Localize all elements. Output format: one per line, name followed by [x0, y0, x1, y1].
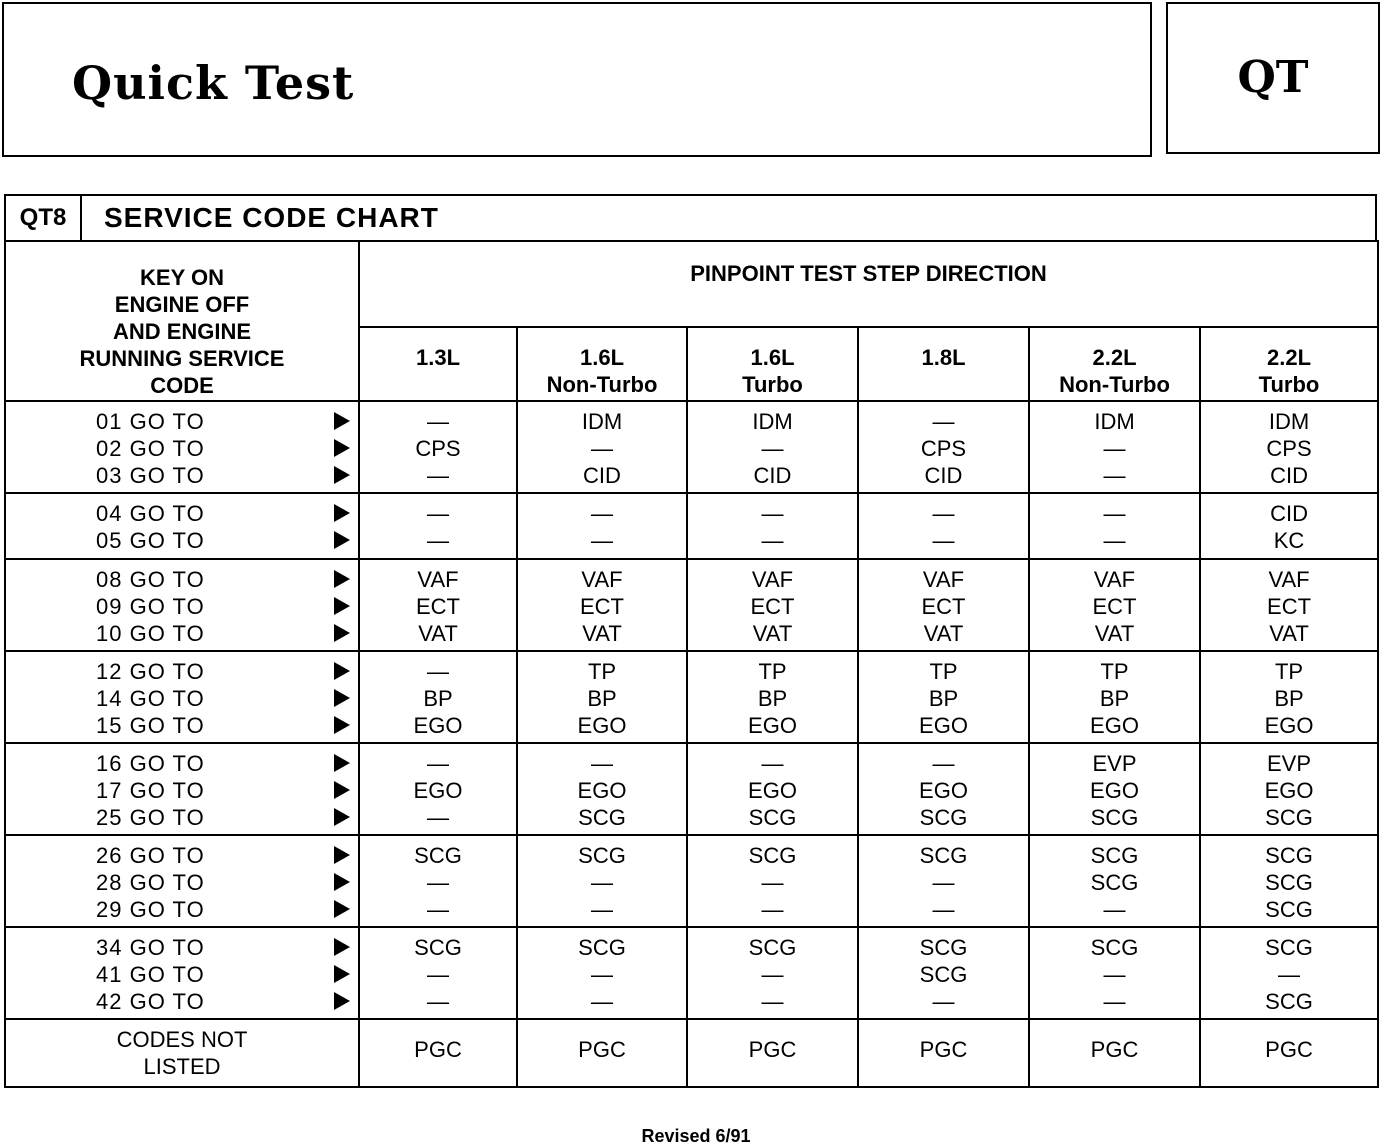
test-step-value: — — [761, 751, 784, 776]
test-step-cell — [1200, 493, 1378, 559]
test-step-value: CID — [924, 463, 963, 488]
test-step-cell — [1029, 493, 1200, 559]
test-step-value: — — [427, 409, 449, 434]
engine-label-line: 1.6L — [750, 345, 795, 370]
test-step-value: SCG — [1090, 805, 1139, 830]
test-step-cell — [517, 559, 687, 651]
engine-label-line: Turbo — [1258, 372, 1320, 397]
test-step-value: SCG — [1265, 989, 1313, 1014]
test-step-value: EGO — [577, 713, 627, 738]
test-step-value: EGO — [919, 778, 968, 803]
test-step-value: SCG — [1090, 870, 1139, 895]
test-step-value: EGO — [577, 778, 627, 803]
right-triangle-arrow-icon — [334, 439, 350, 457]
right-triangle-arrow-icon — [334, 504, 350, 522]
test-step-value: IDM — [752, 409, 793, 434]
service-code-label: 10 GO TO — [96, 621, 205, 646]
service-code-entry — [6, 462, 358, 489]
test-step-value: — — [427, 659, 449, 684]
service-code-table — [4, 240, 1379, 1088]
service-code-label: 41 GO TO — [96, 962, 205, 987]
service-code-label: 14 GO TO — [96, 686, 205, 711]
test-step-value: VAT — [582, 621, 622, 646]
service-code-entry — [6, 961, 358, 988]
code-group-row — [5, 651, 1378, 743]
test-step-cell — [858, 927, 1029, 1019]
code-group-row — [5, 401, 1378, 493]
service-code-label: 04 GO TO — [96, 501, 205, 526]
engine-label-line: 1.6L — [579, 345, 625, 370]
right-triangle-arrow-icon — [334, 412, 350, 430]
test-step-value: VAT — [752, 621, 793, 646]
chart-header — [4, 194, 1377, 242]
test-step-value: — — [761, 989, 784, 1014]
test-step-value: TP — [587, 659, 617, 684]
test-step-value: BP — [423, 686, 453, 711]
service-code-entry — [6, 712, 358, 739]
service-code-label: 08 GO TO — [96, 567, 205, 592]
service-code-label: 16 GO TO — [96, 751, 205, 776]
test-step-value: — — [427, 501, 449, 526]
service-code-entry — [6, 408, 358, 435]
test-step-value: VAT — [923, 621, 964, 646]
test-step-value: — — [932, 409, 955, 434]
key-header-line: CODE — [150, 373, 214, 398]
service-code-entry — [6, 658, 358, 685]
test-step-value: — — [427, 751, 449, 776]
code-group-row — [5, 493, 1378, 559]
test-step-value: SCG — [414, 935, 462, 960]
test-step-value: — — [427, 805, 449, 830]
test-step-cell — [359, 401, 517, 493]
test-step-value: — — [591, 501, 613, 526]
test-step-cell — [517, 493, 687, 559]
key-header-line: RUNNING SERVICE — [79, 346, 285, 371]
test-step-cell — [517, 401, 687, 493]
service-code-label: 12 GO TO — [96, 659, 205, 684]
test-step-value: — — [761, 528, 784, 553]
test-step-value: — — [591, 436, 613, 461]
test-step-value: CID — [1270, 501, 1308, 526]
test-step-value: — — [761, 962, 784, 987]
test-step-value: CPS — [415, 436, 461, 461]
codes-not-listed-cell — [5, 1019, 359, 1087]
engine-header — [517, 327, 687, 401]
engine-label-line: 2.2L — [1267, 345, 1312, 370]
test-step-cell — [517, 651, 687, 743]
test-step-value: SCG — [1265, 935, 1313, 960]
test-step-value: TP — [1100, 659, 1129, 684]
test-step-value: SCG — [1265, 805, 1313, 830]
test-step-cell — [359, 927, 517, 1019]
service-code-label: 17 GO TO — [96, 778, 205, 803]
service-code-cell — [5, 651, 359, 743]
code-group-row — [5, 835, 1378, 927]
test-step-value: EGO — [748, 713, 797, 738]
test-step-value: — — [932, 897, 955, 922]
test-step-value: EGO — [413, 778, 463, 803]
test-step-value: — — [427, 989, 449, 1014]
test-step-value: SCG — [578, 805, 626, 830]
test-step-cell — [858, 743, 1029, 835]
test-step-value: TP — [929, 659, 958, 684]
engine-header — [359, 327, 517, 401]
test-step-value: — — [427, 463, 449, 488]
test-step-value: TP — [758, 659, 787, 684]
test-step-value: CPS — [920, 436, 967, 461]
test-step-cell — [1029, 835, 1200, 927]
service-code-cell — [5, 927, 359, 1019]
service-code-entry — [6, 685, 358, 712]
right-triangle-arrow-icon — [334, 900, 350, 918]
right-triangle-arrow-icon — [334, 781, 350, 799]
service-code-label: 01 GO TO — [96, 409, 205, 434]
chart-id: QT8 — [6, 196, 82, 240]
codes-not-listed-label: CODES NOT — [116, 1027, 248, 1052]
test-step-value: — — [1278, 962, 1301, 987]
test-step-value: — — [1103, 962, 1126, 987]
test-step-value: EGO — [1264, 778, 1314, 803]
test-step-cell — [858, 493, 1029, 559]
service-code-label: 02 GO TO — [96, 436, 205, 461]
not-listed-value: PGC — [359, 1019, 517, 1087]
engine-header — [687, 327, 858, 401]
test-step-value: VAF — [1093, 567, 1136, 592]
test-step-cell — [1200, 743, 1378, 835]
test-step-cell — [1200, 835, 1378, 927]
test-step-value: ECT — [416, 594, 460, 619]
service-code-entry — [6, 934, 358, 961]
test-step-cell — [858, 835, 1029, 927]
test-step-cell — [359, 559, 517, 651]
right-triangle-arrow-icon — [334, 689, 350, 707]
test-step-value: SCG — [919, 962, 968, 987]
service-code-cell — [5, 743, 359, 835]
test-step-value: — — [761, 501, 784, 526]
page-title: Quick Test — [72, 56, 355, 110]
test-step-value: BP — [587, 686, 617, 711]
test-step-value: — — [427, 962, 449, 987]
test-step-value: VAT — [418, 621, 458, 646]
test-step-value: VAT — [1269, 621, 1309, 646]
service-code-entry — [6, 750, 358, 777]
test-step-cell — [1029, 559, 1200, 651]
test-step-value: SCG — [919, 843, 968, 868]
test-step-value: — — [1103, 501, 1126, 526]
test-step-value: — — [591, 528, 613, 553]
service-code-entry — [6, 435, 358, 462]
test-step-value: — — [427, 897, 449, 922]
test-step-value: CID — [1270, 463, 1308, 488]
engine-header — [1200, 327, 1378, 401]
test-step-cell — [517, 743, 687, 835]
test-step-value: EGO — [919, 713, 968, 738]
test-step-cell — [687, 493, 858, 559]
right-triangle-arrow-icon — [334, 754, 350, 772]
test-step-value: — — [932, 870, 955, 895]
test-step-value: — — [761, 897, 784, 922]
not-listed-value: PGC — [517, 1019, 687, 1087]
test-step-value: EGO — [1090, 713, 1139, 738]
engine-label-line — [859, 371, 1028, 398]
service-code-label: 15 GO TO — [96, 713, 205, 738]
test-step-value: BP — [1099, 686, 1130, 711]
test-step-value: SCG — [748, 935, 797, 960]
service-code-label: 28 GO TO — [96, 870, 205, 895]
test-step-value: — — [932, 501, 955, 526]
service-code-entry — [6, 620, 358, 647]
right-triangle-arrow-icon — [334, 624, 350, 642]
test-step-cell — [1200, 651, 1378, 743]
test-step-cell — [1200, 927, 1378, 1019]
test-step-cell — [1200, 401, 1378, 493]
test-step-value: — — [1103, 436, 1126, 461]
test-step-value: BP — [928, 686, 959, 711]
service-code-label: 05 GO TO — [96, 528, 205, 553]
service-code-cell — [5, 835, 359, 927]
right-triangle-arrow-icon — [334, 992, 350, 1010]
test-step-value: — — [1103, 463, 1126, 488]
test-step-cell — [687, 401, 858, 493]
test-step-cell — [687, 927, 858, 1019]
right-triangle-arrow-icon — [334, 531, 350, 549]
service-code-entry — [6, 869, 358, 896]
test-step-value: — — [932, 989, 955, 1014]
title-box — [2, 2, 1152, 157]
service-code-label: 42 GO TO — [96, 989, 205, 1014]
service-code-entry — [6, 804, 358, 831]
test-step-cell — [359, 835, 517, 927]
test-step-cell — [858, 401, 1029, 493]
test-step-cell — [858, 559, 1029, 651]
test-step-value: VAT — [1094, 621, 1135, 646]
test-step-value: EGO — [748, 778, 797, 803]
engine-label-line: Non-Turbo — [1059, 372, 1170, 397]
test-step-value: SCG — [578, 935, 626, 960]
test-step-value: — — [932, 751, 955, 776]
right-triangle-arrow-icon — [334, 938, 350, 956]
key-code-header — [5, 241, 359, 401]
service-code-label: 34 GO TO — [96, 935, 205, 960]
test-step-value: VAF — [751, 567, 794, 592]
test-step-cell — [359, 743, 517, 835]
test-step-value: VAF — [581, 567, 623, 592]
code-group-row — [5, 559, 1378, 651]
test-step-cell — [1029, 401, 1200, 493]
test-step-value: SCG — [748, 805, 797, 830]
test-step-value: BP — [1274, 686, 1304, 711]
test-step-cell — [1029, 927, 1200, 1019]
test-step-value: SCG — [414, 843, 462, 868]
test-step-cell — [359, 651, 517, 743]
not-listed-value: PGC — [858, 1019, 1029, 1087]
engine-header — [1029, 327, 1200, 401]
codes-not-listed-label: LISTED — [143, 1054, 221, 1079]
test-step-value: ECT — [1267, 594, 1312, 619]
service-code-entry — [6, 777, 358, 804]
service-code-label: 25 GO TO — [96, 805, 205, 830]
test-step-value: — — [427, 870, 449, 895]
key-header-line: ENGINE OFF — [114, 292, 250, 317]
not-listed-value: PGC — [687, 1019, 858, 1087]
right-triangle-arrow-icon — [334, 873, 350, 891]
test-step-value: IDM — [1268, 409, 1310, 434]
test-step-value: VAF — [417, 567, 459, 592]
engine-label-line: 2.2L — [1092, 345, 1137, 370]
test-step-value: SCG — [1265, 870, 1313, 895]
service-code-entry — [6, 842, 358, 869]
test-step-value: VAF — [1268, 567, 1310, 592]
test-step-value: ECT — [1092, 594, 1137, 619]
test-step-value: — — [427, 528, 449, 553]
code-group-row — [5, 743, 1378, 835]
test-step-value: — — [591, 751, 613, 776]
key-header-line: KEY ON — [140, 265, 224, 290]
right-triangle-arrow-icon — [334, 570, 350, 588]
section-code-box — [1166, 2, 1380, 154]
test-step-cell — [687, 835, 858, 927]
revision-note: Revised 6/91 — [641, 1126, 751, 1146]
pinpoint-header: PINPOINT TEST STEP DIRECTION — [359, 241, 1378, 327]
code-group-row — [5, 927, 1378, 1019]
test-step-value: SCG — [1265, 897, 1313, 922]
test-step-value: CPS — [1266, 436, 1312, 461]
not-listed-value: PGC — [1029, 1019, 1200, 1087]
test-step-value: — — [591, 897, 613, 922]
test-step-cell — [517, 927, 687, 1019]
test-step-cell — [1200, 559, 1378, 651]
engine-label-line — [360, 371, 516, 398]
test-step-cell — [858, 651, 1029, 743]
right-triangle-arrow-icon — [334, 716, 350, 734]
test-step-cell — [687, 743, 858, 835]
test-step-value: SCG — [1090, 935, 1139, 960]
test-step-value: TP — [1274, 659, 1304, 684]
service-code-cell — [5, 559, 359, 651]
test-step-value: — — [932, 528, 955, 553]
right-triangle-arrow-icon — [334, 808, 350, 826]
test-step-value: IDM — [1094, 409, 1135, 434]
service-code-label: 26 GO TO — [96, 843, 205, 868]
service-code-entry — [6, 988, 358, 1015]
test-step-value: — — [1103, 897, 1126, 922]
right-triangle-arrow-icon — [334, 965, 350, 983]
test-step-value: — — [761, 870, 784, 895]
test-step-value: KC — [1273, 528, 1305, 553]
test-step-value: — — [1103, 989, 1126, 1014]
test-step-value: SCG — [578, 843, 626, 868]
test-step-value: VAF — [922, 567, 965, 592]
test-step-value: EGO — [1090, 778, 1139, 803]
service-code-entry — [6, 566, 358, 593]
test-step-cell — [687, 559, 858, 651]
test-step-value: ECT — [921, 594, 966, 619]
engine-label-line: Non-Turbo — [546, 372, 658, 397]
service-code-label: 09 GO TO — [96, 594, 205, 619]
right-triangle-arrow-icon — [334, 597, 350, 615]
chart-title: SERVICE CODE CHART — [104, 202, 439, 233]
test-step-value: SCG — [919, 935, 968, 960]
service-code-label: 03 GO TO — [96, 463, 205, 488]
test-step-cell — [1029, 743, 1200, 835]
test-step-value: CID — [583, 463, 621, 488]
right-triangle-arrow-icon — [334, 466, 350, 484]
service-code-cell — [5, 493, 359, 559]
test-step-value: SCG — [1265, 843, 1313, 868]
test-step-cell — [1029, 651, 1200, 743]
test-step-value: EVP — [1267, 751, 1312, 776]
service-code-cell — [5, 401, 359, 493]
engine-label-line: Turbo — [742, 372, 803, 397]
not-listed-value: PGC — [1200, 1019, 1378, 1087]
test-step-value: SCG — [748, 843, 797, 868]
test-step-value: IDM — [581, 409, 623, 434]
table-body — [5, 401, 1378, 1087]
test-step-cell — [687, 651, 858, 743]
test-step-value: SCG — [919, 805, 968, 830]
service-code-entry — [6, 500, 358, 527]
right-triangle-arrow-icon — [334, 846, 350, 864]
test-step-value: — — [591, 962, 613, 987]
service-code-entry — [6, 527, 358, 554]
section-code: QT — [1237, 52, 1309, 103]
test-step-value: EGO — [1264, 713, 1314, 738]
test-step-value: — — [591, 989, 613, 1014]
service-code-entry — [6, 896, 358, 923]
test-step-value: — — [591, 870, 613, 895]
test-step-value: ECT — [580, 594, 624, 619]
engine-label-line: 1.3L — [415, 345, 461, 370]
service-code-label: 29 GO TO — [96, 897, 205, 922]
test-step-value: ECT — [750, 594, 795, 619]
codes-not-listed-row — [5, 1019, 1378, 1087]
right-triangle-arrow-icon — [334, 662, 350, 680]
test-step-value: SCG — [1090, 843, 1139, 868]
test-step-value: — — [1103, 528, 1126, 553]
test-step-value: EGO — [413, 713, 463, 738]
test-step-value: EVP — [1092, 751, 1137, 776]
test-step-value: BP — [757, 686, 788, 711]
engine-label-line: 1.8L — [921, 345, 966, 370]
key-header-line: AND ENGINE — [112, 319, 252, 344]
service-code-entry — [6, 593, 358, 620]
test-step-value: CID — [753, 463, 792, 488]
engine-header — [858, 327, 1029, 401]
test-step-cell — [517, 835, 687, 927]
test-step-value: — — [761, 436, 784, 461]
test-step-cell — [359, 493, 517, 559]
